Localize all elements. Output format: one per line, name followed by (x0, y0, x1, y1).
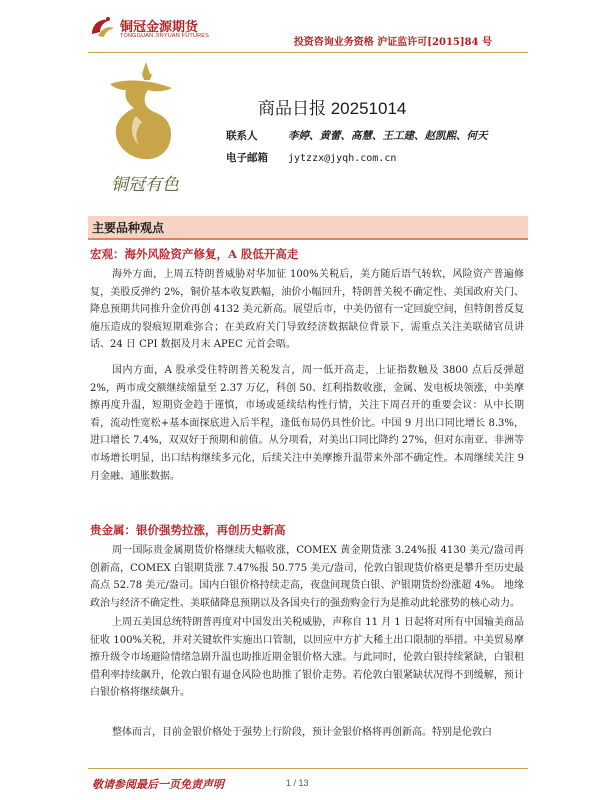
email-address[interactable]: jytzzx@jyqh.com.cn (288, 153, 397, 164)
precious-metals-heading: 贵金属：银价强势拉涨，再创历史新高 (90, 523, 286, 537)
company-name-cn: 铜冠金源期货 (120, 20, 199, 35)
page-number: 1 / 13 (286, 778, 309, 788)
contact-names: 李婷、黄蕾、高慧、王工建、赵凯熙、何天 (288, 130, 488, 142)
precious-metals-paragraph-summary: 整体而言，目前金银价格处于强势上行阶段，预计金银价格将再创新高。特别是伦敦白 (112, 727, 492, 738)
svg-text:铜冠有色: 铜冠有色 (111, 175, 179, 195)
company-logo (88, 14, 210, 44)
macro-paragraph-overseas: 海外方面，上周五特朗普威胁对华加征 100%关税后，美方随后语气转软，风险资产普遍修复，美股反弹约 2%，铜价基本收复跌幅，油价小幅回升，特朗普关税不确定性、美国政府关门、降息预期共同推升金价再创 4132 美元新高。展望后市，中美仍留有一定回旋空间，但特朗普反复施压造成的裂痕短期难弥合；在美政府关门导致经济数据缺位背景下，需重点关注美联储官员讲话、24 日 CPI 数据及月末 APEC 元首会晤。 (90, 269, 524, 351)
macro-heading: 宏观：海外风险资产修复，A 股低开高走 (90, 247, 299, 261)
precious-metals-paragraph-prices: 周一国际贵金属期货价格继续大幅收涨，COMEX 黄金期货涨 3.24%报 4130 美元/盎司再创新高，COMEX 白银期货涨 7.47%报 50.775 美元/盎司，伦敦白银现货价格更是攀升至历史最高点 52.78 美元/盎司。国内白银价格持续走高，夜盘间现货白银、沪银期货纷纷涨超 4%。 地缘政治与经济不确定性、美联储降息预期以及各国央行的强劲购金行为是推动此轮涨势的核心动力。 (90, 545, 524, 609)
macro-paragraph-domestic: 国内方面，A 股承受住特朗普关税发言，周一低开高走，上证指数触及 3800 点后反弹超 2%，两市成交额继续缩量至 2.37 万亿，科创 50、红利指数收涨，金属、发电板块领涨，中美摩擦再度升温，短期资金趋于谨慎，市场或延续结构性行情，关注下周召开的重要会议：从中长期看，流动性宽松+基本面探底进入后半程，逢低布局仍具性价比。中国 9 月出口同比增长 8.3%，进口增长 7.4%，双双好于预期和前值。从分项看，对美出口同比降约 27%，但对东南亚、非洲等市场增长明显，出口结构继续多元化，后续关注中美摩擦升温带来外部不确定性。本周继续关注 9 月金融、通胀数据。 (90, 365, 524, 482)
section-title: 主要品种观点 (92, 221, 165, 235)
email-label: 电子邮箱 (226, 152, 268, 164)
contact-row (226, 128, 488, 143)
report-title: 商品日报 20251014 (258, 99, 407, 118)
section-header-bar (88, 216, 528, 240)
logo-mark-icon (88, 14, 116, 40)
contact-label: 联系人 (226, 130, 258, 142)
company-name-en: TONGGUAN JINYUAN FUTURES (120, 33, 210, 39)
header-divider (88, 52, 528, 53)
precious-metals-paragraph-tariff: 上周五美国总统特朗普再度对中国发出关税威胁，声称自 11 月 1 日起将对所有中国输美商品征收 100%关税，并对关键软件实施出口管制，以回应中方扩大稀土出口限制的举措。中美贸易摩擦升级令市场避险情绪急剧升温也助推近期金银价格大涨。与此同时，伦敦白银持续紧缺，白银租借利率持续飙升，伦敦白银有逼仓风险也助推了银价走势。若伦敦白银紧缺状况得不到缓解，预计白银价格将继续飙升。 (90, 617, 524, 699)
slogan-signature (111, 175, 180, 195)
email-row (226, 150, 396, 165)
footer-divider (88, 768, 528, 769)
disclaimer-note[interactable]: 敬请参阅最后一页免责声明 (92, 778, 224, 791)
brand-illustration (90, 58, 200, 200)
license-text: 投资咨询业务资格 沪证监许可[2015]84 号 (293, 37, 492, 48)
